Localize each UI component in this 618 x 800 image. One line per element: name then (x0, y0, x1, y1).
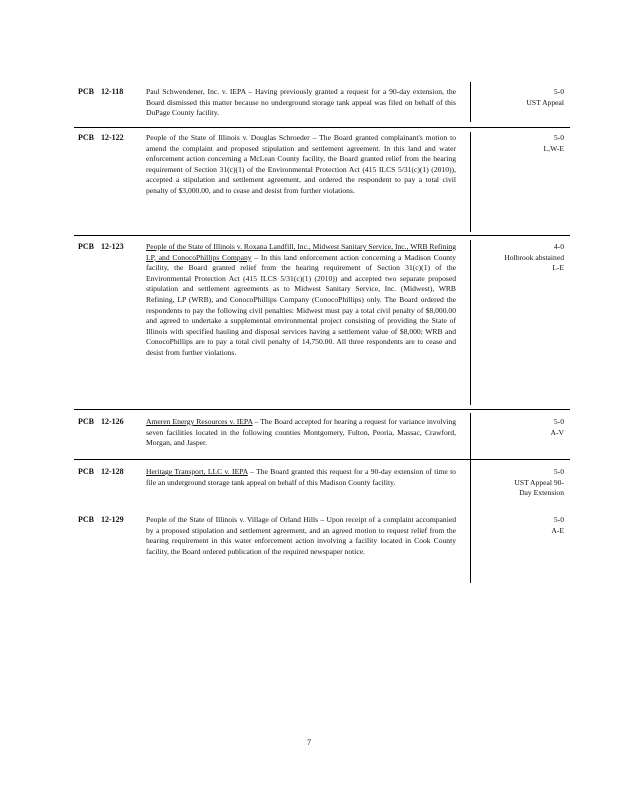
vote-line: 5-0 (553, 133, 564, 142)
vote-disposition (469, 242, 564, 274)
case-summary: – Upon receipt of a complaint accompanied by a proposed stipulation and settlement agreement, and an agreed motion to request relief from the hearing requirement in this water enforcement action involving a facility located in Cook County facility, the Board ordered publication of the required newspaper notice. (146, 515, 456, 556)
case-number: 12-122 (101, 133, 124, 142)
vote-line: 5-0 (553, 467, 564, 476)
vote-disposition (469, 467, 564, 499)
vote-line: 5-0 (553, 515, 564, 524)
vote-line: L,W-E (543, 143, 564, 153)
case-prefix: PCB (78, 417, 94, 426)
vote-disposition (469, 133, 564, 154)
vote-disposition (469, 417, 564, 438)
case-prefix: PCB (78, 242, 94, 251)
vote-line: Holbrook abstained (504, 252, 564, 262)
case-prefix: PCB (78, 467, 94, 476)
vote-line: 5-0 (553, 87, 564, 96)
case-summary: – The Board granted this request for a 90-day extension of time to file an underground storage tank appeal on behalf of this Madison County facility. (146, 467, 456, 487)
row-separator (74, 459, 570, 460)
case-summary: – Having previously granted a request for a 90-day extension, the Board dismissed this matter because no underground storage tank appeal was filed on behalf of this DuPage County facility. (146, 87, 456, 118)
case-title: Paul Schwendener, Inc. v. IEPA (146, 87, 246, 96)
case-summary: – The Board accepted for hearing a request for variance involving seven facilities located in the following counties Montgomery, Fulton, Peoria, Massac, Crawford, Morgan, and Jasper. (146, 417, 456, 448)
page-number: 7 (307, 738, 311, 747)
case-description (146, 87, 456, 119)
case-title: People of the State of Illinois v. Village of Orland Hills (146, 515, 319, 524)
case-number: 12-123 (101, 242, 124, 251)
vote-line: A-V (550, 427, 564, 437)
case-description (146, 467, 456, 488)
case-number: 12-129 (101, 515, 124, 524)
vote-disposition (469, 87, 564, 108)
case-description (146, 417, 456, 449)
case-description (146, 133, 456, 197)
case-title: People of the State of Illinois v. Douglas Schroeder (146, 133, 310, 142)
case-description (146, 242, 456, 359)
row-separator (74, 409, 570, 410)
case-number: 12-126 (101, 417, 124, 426)
vote-line: 5-0 (553, 417, 564, 426)
case-summary: – The Board granted complainant's motion to amend the complaint and proposed stipulation and settlement agreement. In this land and water enforcement action concerning a McLean County facility, the Board granted relief from the hearing requirement of Section 31(c)(1) of the Environmental Protection Act (415 ILCS 5/31(c)(1) (2010)), accepted a stipulation and settlement agreement, and ordered the respondent to pay a total civil penalty of $3,000.00, and to cease and desist from further violations. (146, 133, 456, 195)
case-title: People of the State of Illinois v. Roxana Landfill, Inc., Midwest Sanitary Service, Inc., WRB Refining LP, and ConocoPhillips Company (146, 242, 456, 262)
vote-line: 4-0 (553, 242, 564, 251)
case-prefix: PCB (78, 87, 94, 96)
vote-line: A-E (551, 525, 564, 535)
vote-line: UST Appeal (526, 97, 564, 107)
row-separator (74, 235, 570, 236)
case-prefix: PCB (78, 133, 94, 142)
case-prefix: PCB (78, 515, 94, 524)
vote-line: L-E (552, 263, 564, 273)
case-title: Ameren Energy Resources v. IEPA (146, 417, 253, 426)
vote-line: Day Extension (519, 488, 564, 498)
vote-line: UST Appeal 90- (514, 477, 564, 487)
case-title: Heritage Transport, LLC v. IEPA (146, 467, 248, 476)
case-description (146, 515, 456, 557)
case-number: 12-118 (101, 87, 124, 96)
vote-disposition (469, 515, 564, 536)
case-summary: – In this land enforcement action concerning a Madison County facility, the Board granted relief from the hearing requirement of Section 31(c)(1) of the Environmental Protection Act (415 ILCS 5/31(c)(1) (2010)) and accepted two separate proposed stipulation and settlement agreements as to Midwest Sanitary Service, Inc. (Midwest), WRB Refining, LP (WRB), and ConocoPhillips Company (ConocoPhillips) only. The Board ordered the respondents to pay the following civil penalties: Midwest must pay a total civil penalty of $8,000.00 and agreed to undertake a supplemental environmental project consisting of providing the State of Illinois with specified hauling and disposal services having a settlement value of $8,000; WRB and ConocoPhillips are to pay a total civil penalty of 14,750.00. All three respondents are to cease and desist from further violations. (146, 252, 456, 357)
case-number: 12-128 (101, 467, 124, 476)
row-separator (74, 127, 570, 128)
